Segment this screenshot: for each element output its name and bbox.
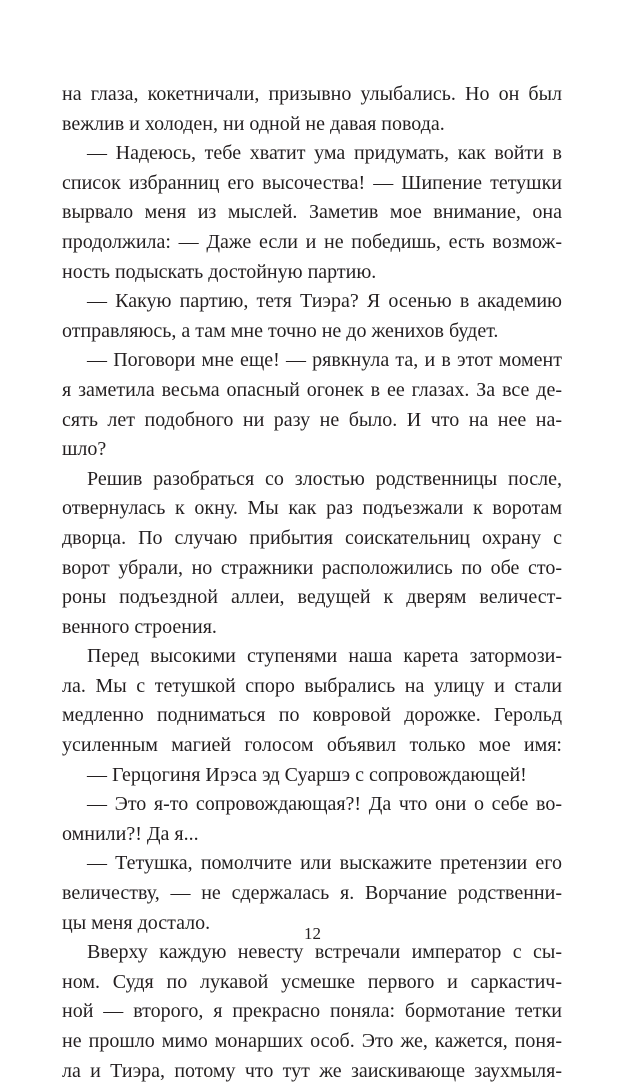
text-line: цы меня достало. [62, 911, 211, 934]
text-line: Вверху каждую невесту встречали император с сы- [87, 941, 562, 964]
text-line: дворца. По случаю прибытия соискательниц охрану с [62, 526, 562, 549]
text-line: ла и Тиэра, потому что тут же заискивающе заухмыля- [62, 1059, 562, 1082]
text-line: продолжила: — Даже если и не победишь, есть возмож- [62, 230, 562, 253]
text-line: Перед высокими ступенями наша карета затормози- [87, 645, 562, 668]
text-line: ность подыскать достойную партию. [62, 260, 377, 283]
text-line: омнили?! Да я... [62, 822, 199, 845]
text-line: усиленным магией голосом объявил только мое имя: [62, 734, 562, 757]
text-line: список избранниц его высочества! — Шипение тетушки [62, 171, 562, 194]
text-line: ном. Судя по лукавой усмешке первого и саркастич- [62, 970, 562, 993]
text-line: вежлив и холоден, ни одной не давая повода. [62, 112, 445, 135]
text-line: медленно подниматься по ковровой дорожке. Герольд [62, 704, 562, 727]
text-line: — Поговори мне еще! — рявкнула та, и в этот момент [87, 349, 562, 372]
text-line: сять лет подобного ни разу не было. И что на нее на- [62, 408, 562, 431]
text-line: вырвало меня из мыслей. Заметив мое внимание, она [62, 201, 562, 224]
text-line: отправляюсь, а там мне точно не до женихов будет. [62, 319, 499, 342]
text-line: ной — второго, я прекрасно поняла: бормотание тетки [62, 1000, 562, 1023]
text-line: ла. Мы с тетушкой споро выбрались на улицу и стали [62, 674, 562, 697]
text-line: венного строения. [62, 615, 217, 638]
text-line: отвернулась к окну. Мы как раз подъезжали к воротам [62, 497, 562, 520]
text-line: — Это я-то сопровождающая?! Да что они о себе во- [87, 793, 562, 816]
text-line: — Какую партию, тетя Тиэра? Я осенью в академию [87, 290, 562, 313]
page-number: 12 [304, 924, 321, 943]
text-line: — Герцогиня Ирэса эд Суаршэ с сопровождающей! [87, 763, 527, 786]
text-line: я заметила весьма опасный огонек в ее глазах. За все де- [62, 378, 562, 401]
text-line: ворот убрали, но стражники расположились по обе сто- [62, 556, 562, 579]
text-line: на глаза, кокетничали, призывно улыбались. Но он был [62, 83, 562, 105]
text-line: — Надеюсь, тебе хватит ума придумать, как войти в [87, 142, 562, 165]
text-line: роны подъездной аллеи, ведущей к дверям величест- [62, 586, 562, 609]
text-line: Решив разобраться со злостью родственницы после, [87, 467, 562, 490]
text-line: не прошло мимо монарших особ. Это же, кажется, поня- [62, 1030, 562, 1052]
text-line: шло? [62, 438, 107, 461]
text-line: — Тетушка, помолчите или выскажите претензии его [87, 852, 562, 875]
text-line: величеству, — не сдержалась я. Ворчание родственни- [62, 882, 562, 905]
